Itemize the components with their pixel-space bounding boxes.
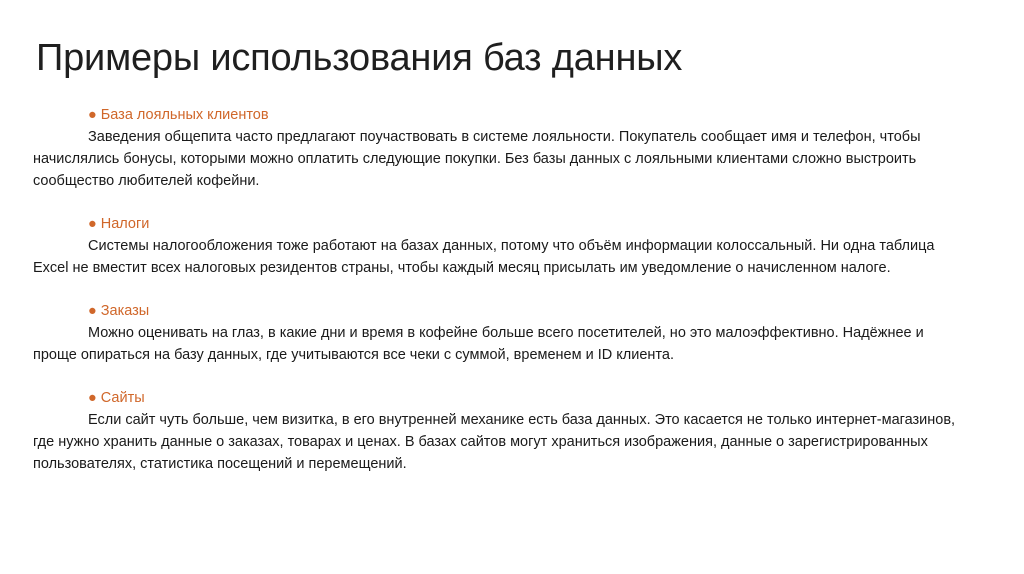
section-heading-text: Налоги [100, 216, 150, 232]
bullet-icon: ● [88, 107, 97, 123]
slide-content [33, 104, 968, 496]
section-heading [33, 387, 968, 409]
section-websites [33, 387, 968, 475]
section-body: Можно оценивать на глаз, в какие дни и время в кофейне больше всего посетителей, но это малоэффективно. Надёжнее и проще опираться на базу данных, где учитываются все чеки с суммой, временем и ID клиента. [33, 325, 924, 363]
section-heading [33, 300, 968, 322]
section-heading-text: Заказы [100, 303, 150, 319]
section-orders [33, 300, 968, 366]
section-heading [33, 213, 968, 235]
section-heading-text: Сайты [100, 390, 145, 406]
bullet-icon: ● [88, 390, 97, 406]
section-body: Заведения общепита часто предлагают поучаствовать в системе лояльности. Покупатель сообщает имя и телефон, чтобы начислялись бонусы, которыми можно оплатить следующие покупки. Без базы данных с лояльными клиентами сложно выстроить сообщество любителей кофейни. [33, 129, 921, 189]
section-heading [33, 104, 968, 126]
section-body: Если сайт чуть больше, чем визитка, в его внутренней механике есть база данных. Это касается не только интернет-магазинов, где нужно хранить данные о заказах, товарах и ценах. В базах сайтов могут храниться изображения, данные о зарегистрированных пользователях, статистика посещений и перемещений. [33, 412, 956, 472]
section-taxes [33, 213, 968, 279]
section-body: Системы налогообложения тоже работают на базах данных, потому что объём информации колоссальный. Ни одна таблица Excel не вместит всех налоговых резидентов страны, чтобы каждый месяц присылать им уведомление о начисленном налоге. [33, 238, 935, 276]
section-loyal-customers [33, 104, 968, 192]
slide-title: Примеры использования баз данных [36, 37, 683, 79]
bullet-icon: ● [88, 303, 97, 319]
section-heading-text: База лояльных клиентов [100, 107, 269, 123]
bullet-icon: ● [88, 216, 97, 232]
